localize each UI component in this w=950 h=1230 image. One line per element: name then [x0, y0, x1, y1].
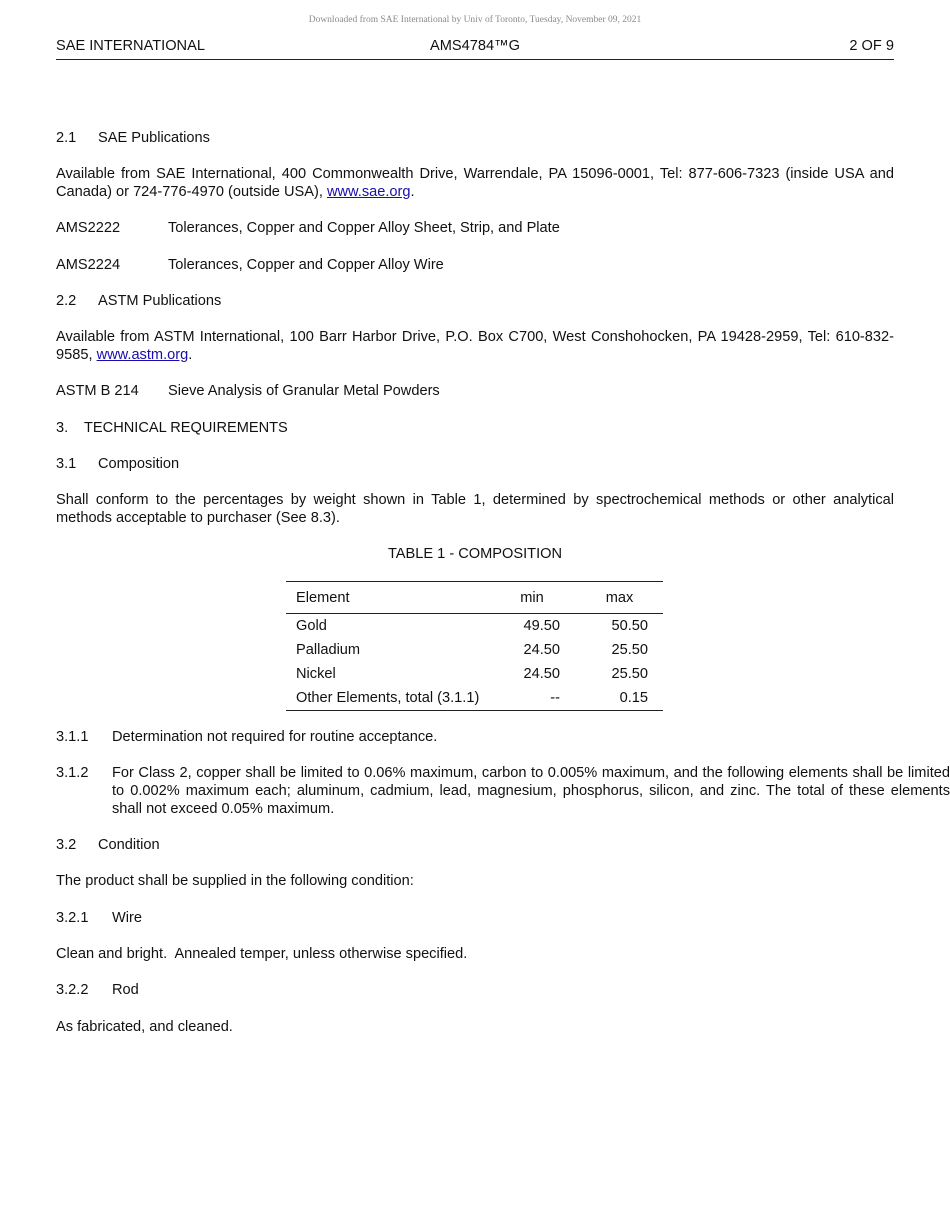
heading-3-2	[56, 836, 894, 854]
clause-text: Determination not required for routine acceptance.	[112, 729, 438, 745]
table-header-row	[286, 582, 663, 614]
heading-3-2-1	[56, 909, 894, 927]
page-header	[56, 38, 894, 60]
max-cell: 25.50	[611, 666, 648, 682]
heading-3-1	[56, 455, 894, 473]
section-number: 2.1	[56, 130, 77, 146]
reference-code: AMS2224	[56, 257, 121, 273]
reference-astm-b214	[56, 382, 894, 400]
max-cell: 25.50	[611, 642, 648, 658]
section-number: 3.1	[56, 456, 77, 472]
table-row	[286, 662, 663, 686]
header-publisher: SAE INTERNATIONAL	[56, 38, 205, 54]
section-number: 3.2	[56, 837, 77, 853]
heading-2-2	[56, 292, 894, 310]
sae-availability-paragraph: Available from SAE International, 400 Commonwealth Drive, Warrendale, PA 15096-0001, Tel: 877-606-7323 (inside USA and Canada) or 724-776-4970 (outside USA), www.sae.org.	[56, 166, 894, 200]
condition-paragraph: The product shall be supplied in the following condition:	[56, 873, 414, 889]
max-cell: 50.50	[611, 618, 648, 634]
table-row	[286, 686, 663, 711]
heading-3	[56, 419, 894, 437]
table-caption: TABLE 1 - COMPOSITION	[387, 546, 563, 562]
sae-availability-text: Available from SAE International, 400 Commonwealth Drive, Warrendale, PA 15096-0001, Tel: 877-606-7323 (inside USA and Canada) or 724-776-4970 (outside USA),	[56, 166, 894, 200]
composition-table	[286, 581, 663, 711]
table-row	[286, 614, 663, 639]
element-cell: Gold	[296, 618, 327, 634]
min-cell: 49.50	[523, 618, 560, 634]
column-header-min: min	[488, 582, 576, 614]
astm-availability-paragraph: Available from ASTM International, 100 Barr Harbor Drive, P.O. Box C700, West Conshohocken, PA 19428-2959, Tel: 610-832-9585, www.astm.org.	[56, 329, 894, 363]
table-row	[286, 638, 663, 662]
reference-title: Sieve Analysis of Granular Metal Powders	[168, 383, 440, 399]
column-header-max: max	[576, 582, 663, 614]
element-cell: Palladium	[296, 642, 361, 658]
section-number: 3.	[56, 420, 69, 436]
clause-text: For Class 2, copper shall be limited to 0.06% maximum, carbon to 0.005% maximum, and the following elements shall be limited to 0.002% maximum each; aluminum, cadmium, lead, magnesium, phosphorus, silicon, and zinc. The total of these elements shall not exceed 0.05% maximum.	[112, 765, 950, 817]
section-title: SAE Publications	[98, 130, 210, 146]
wire-condition-text: Clean and bright. Annealed temper, unless otherwise specified.	[56, 946, 468, 962]
section-title: Wire	[112, 910, 142, 926]
reference-ams2224	[56, 256, 894, 274]
max-cell: 0.15	[619, 690, 648, 706]
reference-title: Tolerances, Copper and Copper Alloy Wire	[168, 257, 444, 273]
section-number: 3.2.2	[56, 982, 89, 998]
clause-3-1-1	[56, 728, 894, 746]
heading-2-1	[56, 129, 894, 147]
sae-website-link[interactable]: www.sae.org	[326, 184, 411, 200]
min-cell: 24.50	[523, 666, 560, 682]
column-header-element: Element	[286, 582, 488, 614]
section-title: Condition	[98, 837, 160, 853]
element-cell: Nickel	[296, 666, 336, 682]
astm-availability-text: Available from ASTM International, 100 Barr Harbor Drive, P.O. Box C700, West Conshohocken, PA 19428-2959, Tel: 610-832-9585,	[56, 329, 894, 363]
astm-website-link[interactable]: www.astm.org	[96, 347, 189, 363]
min-cell: --	[550, 690, 560, 706]
header-page-number: 2 OF 9	[849, 38, 894, 54]
header-doc-number: AMS4784™G	[429, 38, 521, 54]
section-number: 3.1.1	[56, 729, 89, 745]
section-title: ASTM Publications	[98, 293, 222, 309]
section-title: Composition	[98, 456, 180, 472]
download-watermark: Downloaded from SAE International by Univ of Toronto, Tuesday, November 09, 2021	[308, 15, 642, 25]
reference-code: AMS2222	[56, 220, 121, 236]
heading-3-2-2	[56, 981, 894, 999]
clause-3-1-2	[56, 764, 950, 818]
wire-condition-paragraph	[56, 945, 894, 963]
reference-title: Tolerances, Copper and Copper Alloy Sheet, Strip, and Plate	[168, 220, 560, 236]
section-number: 3.2.1	[56, 910, 89, 926]
reference-code: ASTM B 214	[56, 383, 139, 399]
section-number: 3.1.2	[56, 765, 89, 781]
section-number: 2.2	[56, 293, 77, 309]
section-title: Rod	[112, 982, 139, 998]
rod-condition-paragraph: As fabricated, and cleaned.	[56, 1019, 233, 1035]
min-cell: 24.50	[523, 642, 560, 658]
reference-ams2222	[56, 219, 894, 237]
element-cell: Other Elements, total (3.1.1)	[296, 690, 480, 706]
composition-paragraph: Shall conform to the percentages by weight shown in Table 1, determined by spectrochemical methods or other analytical methods acceptable to purchaser (See 8.3).	[56, 492, 894, 526]
section-title: TECHNICAL REQUIREMENTS	[84, 420, 288, 436]
